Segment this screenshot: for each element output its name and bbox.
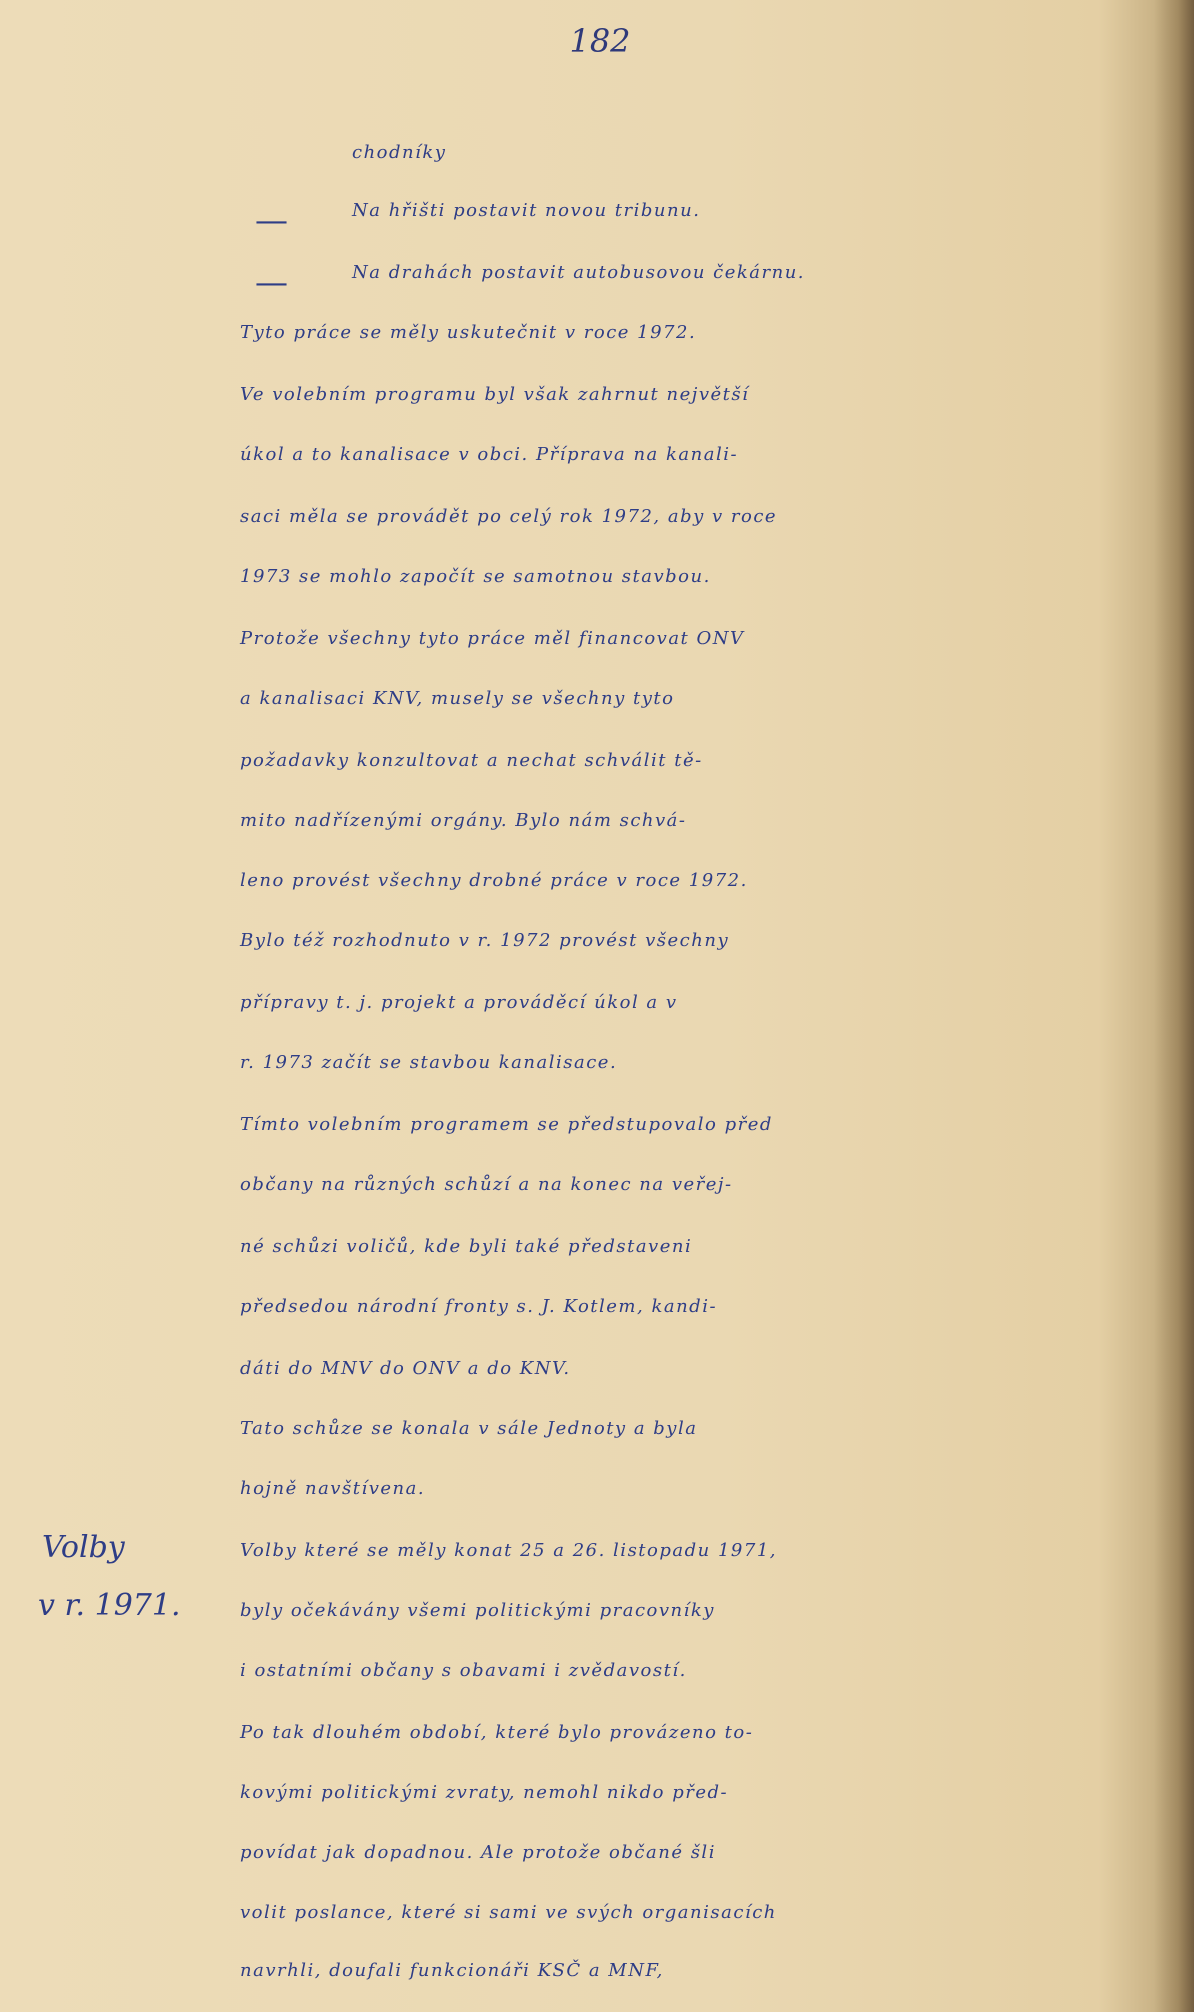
margin-note-year: v r. 1971. xyxy=(38,1588,181,1623)
text-line: úkol a to kanalisace v obci. Příprava na kanali- xyxy=(240,444,739,465)
text-line: kovými politickými zvraty, nemohl nikdo před- xyxy=(240,1782,729,1803)
text-line: Bylo též rozhodnuto v r. 1972 provést všechny xyxy=(240,930,730,951)
text-line: byly očekávány všemi politickými pracovníky xyxy=(240,1600,715,1621)
text-line: né schůzi voličů, kde byli také představeni xyxy=(240,1236,693,1257)
text-line: Volby které se měly konat 25 a 26. listopadu 1971, xyxy=(240,1540,777,1561)
list-dash: — xyxy=(255,200,288,239)
page-number: 182 xyxy=(569,22,631,60)
text-line: Na drahách postavit autobusovou čekárnu. xyxy=(352,262,806,283)
text-line: přípravy t. j. projekt a prováděcí úkol a v xyxy=(240,992,678,1013)
text-line: povídat jak dopadnou. Ale protože občané šli xyxy=(240,1842,716,1863)
text-line: Tato schůze se konala v sále Jednoty a byla xyxy=(240,1418,698,1439)
text-line: hojně navštívena. xyxy=(240,1478,426,1499)
text-line: Tyto práce se měly uskutečnit v roce 1972. xyxy=(240,322,697,343)
text-line: leno provést všechny drobné práce v roce 1972. xyxy=(240,870,748,891)
text-line: předsedou národní fronty s. J. Kotlem, kandi- xyxy=(240,1296,718,1317)
text-line: i ostatními občany s obavami i zvědavostí. xyxy=(240,1660,687,1681)
text-line: Tímto volebním programem se předstupovalo před xyxy=(240,1114,773,1135)
text-line: Ve volebním programu byl však zahrnut největší xyxy=(240,384,750,405)
text-line: volit poslance, které si sami ve svých organisacích xyxy=(240,1902,777,1923)
margin-note-title: Volby xyxy=(42,1530,125,1565)
text-line: občany na různých schůzí a na konec na veřej- xyxy=(240,1174,733,1195)
text-line: požadavky konzultovat a nechat schválit tě- xyxy=(240,750,703,771)
text-line: chodníky xyxy=(352,142,447,163)
text-line: dáti do MNV do ONV a do KNV. xyxy=(240,1358,571,1379)
text-line: Protože všechny tyto práce měl financovat ONV xyxy=(240,628,745,649)
text-line: r. 1973 začít se stavbou kanalisace. xyxy=(240,1052,618,1073)
text-line: a kanalisaci KNV, musely se všechny tyto xyxy=(240,688,675,709)
list-dash: — xyxy=(255,262,288,301)
text-line: navrhli, doufali funkcionáři KSČ a MNF, xyxy=(240,1960,664,1981)
text-line: saci měla se provádět po celý rok 1972, aby v roce xyxy=(240,506,778,527)
text-line: mito nadřízenými orgány. Bylo nám schvá- xyxy=(240,810,687,831)
text-line: 1973 se mohlo započít se samotnou stavbou. xyxy=(240,566,711,587)
text-line: Po tak dlouhém období, které bylo provázeno to- xyxy=(240,1722,754,1743)
text-line: Na hřišti postavit novou tribunu. xyxy=(352,200,701,221)
